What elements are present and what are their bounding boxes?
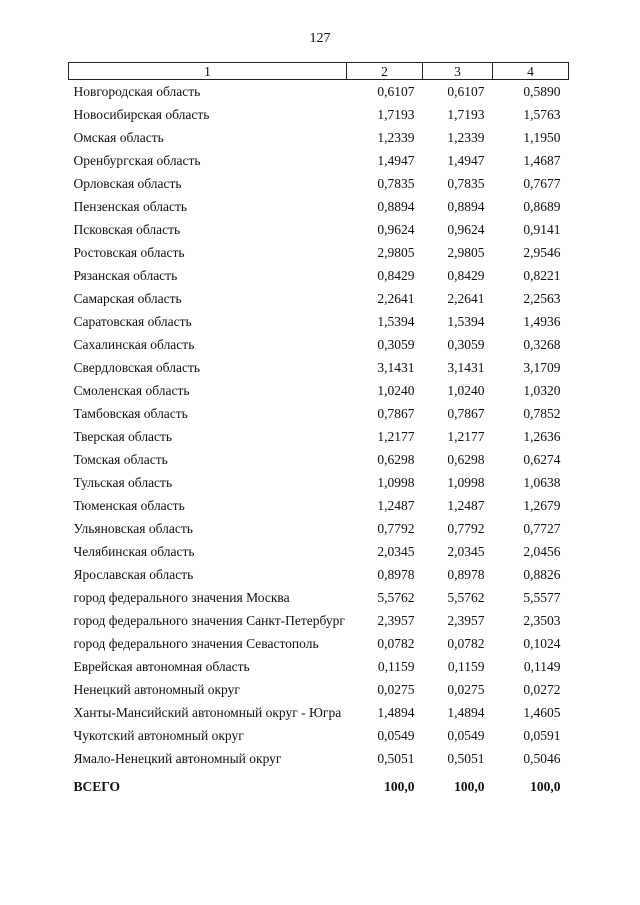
value-col3-cell: 0,1159 [447, 659, 485, 674]
value-col2-cell: 1,0240 [377, 383, 415, 398]
region-name-cell: город федерального значения Санкт-Петербург [73, 613, 345, 628]
region-name-cell: Самарская область [73, 291, 182, 306]
value-col3-cell: 0,7792 [447, 521, 485, 536]
table-row [69, 356, 569, 379]
value-col4-cell: 0,0272 [523, 682, 561, 697]
value-col3-cell: 0,8894 [447, 199, 485, 214]
value-col4-cell: 0,1149 [523, 659, 561, 674]
value-col3-cell: 0,6298 [447, 452, 485, 467]
table-row [69, 425, 569, 448]
total-col3-cell: 100,0 [454, 779, 485, 794]
value-col3-cell: 1,7193 [447, 107, 485, 122]
value-col2-cell: 0,6107 [377, 84, 415, 99]
region-name-cell: Тверская область [73, 429, 173, 444]
region-name-cell: Смоленская область [73, 383, 190, 398]
region-name-cell: Ханты-Мансийский автономный округ - Югра [73, 705, 342, 720]
value-col2-cell: 0,1159 [377, 659, 415, 674]
region-name-cell: Оренбургская область [73, 153, 201, 168]
table-row [69, 402, 569, 425]
value-col3-cell: 1,4894 [447, 705, 485, 720]
value-col2-cell: 0,8978 [377, 567, 415, 582]
value-col4-cell: 1,4605 [523, 705, 561, 720]
value-col3-cell: 1,0998 [447, 475, 485, 490]
value-col2-cell: 2,0345 [377, 544, 415, 559]
data-table [68, 62, 569, 798]
value-col4-cell: 1,2679 [523, 498, 561, 513]
value-col3-cell: 1,2177 [447, 429, 485, 444]
region-name-cell: Ненецкий автономный округ [73, 682, 240, 697]
table-row [69, 241, 569, 264]
table-row [69, 701, 569, 724]
table-row [69, 724, 569, 747]
value-col4-cell: 1,0320 [523, 383, 561, 398]
region-name-cell: Еврейская автономная область [73, 659, 250, 674]
column-header-1: 1 [69, 63, 347, 80]
value-col2-cell: 1,4894 [377, 705, 415, 720]
region-name-cell: город федерального значения Севастополь [73, 636, 319, 651]
region-name-cell: Омская область [73, 130, 164, 145]
table-row [69, 609, 569, 632]
value-col2-cell: 0,9624 [377, 222, 415, 237]
region-name-cell: город федерального значения Москва [73, 590, 290, 605]
value-col2-cell: 2,9805 [377, 245, 415, 260]
value-col4-cell: 0,8689 [523, 199, 561, 214]
region-name-cell: Новгородская область [73, 84, 201, 99]
value-col3-cell: 2,3957 [447, 613, 485, 628]
region-name-cell: Сахалинская область [73, 337, 195, 352]
total-col4-cell: 100,0 [530, 779, 561, 794]
region-name-cell: Ярославская область [73, 567, 194, 582]
table-row [69, 655, 569, 678]
value-col3-cell: 0,7835 [447, 176, 485, 191]
region-name-cell: Орловская область [73, 176, 182, 191]
value-col4-cell: 1,2636 [523, 429, 561, 444]
table-row [69, 172, 569, 195]
value-col4-cell: 0,7677 [523, 176, 561, 191]
value-col2-cell: 1,0998 [377, 475, 415, 490]
value-col3-cell: 3,1431 [447, 360, 485, 375]
region-name-cell: Томская область [73, 452, 168, 467]
value-col4-cell: 0,5046 [523, 751, 561, 766]
value-col3-cell: 0,8429 [447, 268, 485, 283]
table-header [69, 63, 569, 80]
value-col4-cell: 0,1024 [523, 636, 561, 651]
table-header-row [69, 63, 569, 80]
value-col3-cell: 0,0275 [447, 682, 485, 697]
value-col4-cell: 0,7852 [523, 406, 561, 421]
table-row [69, 310, 569, 333]
value-col4-cell: 1,5763 [523, 107, 561, 122]
value-col2-cell: 1,2487 [377, 498, 415, 513]
value-col2-cell: 0,0782 [377, 636, 415, 651]
region-name-cell: Челябинская область [73, 544, 195, 559]
region-name-cell: Чукотский автономный округ [73, 728, 244, 743]
total-col2-cell: 100,0 [384, 779, 415, 794]
table-row [69, 333, 569, 356]
table-row [69, 494, 569, 517]
value-col2-cell: 2,2641 [377, 291, 415, 306]
value-col4-cell: 2,9546 [523, 245, 561, 260]
value-col2-cell: 0,8429 [377, 268, 415, 283]
value-col3-cell: 1,2487 [447, 498, 485, 513]
value-col4-cell: 0,0591 [523, 728, 561, 743]
table-row [69, 195, 569, 218]
value-col2-cell: 0,8894 [377, 199, 415, 214]
table-row [69, 379, 569, 402]
value-col4-cell: 5,5577 [523, 590, 561, 605]
value-col3-cell: 2,9805 [447, 245, 485, 260]
value-col3-cell: 2,0345 [447, 544, 485, 559]
value-col4-cell: 0,8221 [523, 268, 561, 283]
value-col3-cell: 0,0782 [447, 636, 485, 651]
value-col4-cell: 0,9141 [523, 222, 561, 237]
value-col4-cell: 2,0456 [523, 544, 561, 559]
value-col4-cell: 0,3268 [523, 337, 561, 352]
region-name-cell: Тюменская область [73, 498, 185, 513]
value-col3-cell: 0,7867 [447, 406, 485, 421]
column-header-3: 3 [423, 63, 493, 80]
value-col3-cell: 0,5051 [447, 751, 485, 766]
value-col2-cell: 0,7792 [377, 521, 415, 536]
total-row [69, 770, 569, 798]
value-col2-cell: 1,4947 [377, 153, 415, 168]
region-name-cell: Ямало-Ненецкий автономный округ [73, 751, 282, 766]
region-name-cell: Ростовская область [73, 245, 185, 260]
table-row [69, 540, 569, 563]
value-col4-cell: 0,6274 [523, 452, 561, 467]
value-col4-cell: 1,1950 [523, 130, 561, 145]
region-name-cell: Псковская область [73, 222, 181, 237]
value-col3-cell: 5,5762 [447, 590, 485, 605]
table-row [69, 448, 569, 471]
value-col3-cell: 0,8978 [447, 567, 485, 582]
total-label-cell: ВСЕГО [73, 779, 121, 794]
region-name-cell: Ульяновская область [73, 521, 193, 536]
table-row [69, 747, 569, 770]
table-body [69, 80, 569, 799]
value-col4-cell: 1,4936 [523, 314, 561, 329]
value-col2-cell: 1,2339 [377, 130, 415, 145]
value-col4-cell: 2,2563 [523, 291, 561, 306]
value-col2-cell: 0,5051 [377, 751, 415, 766]
value-col4-cell: 0,8826 [523, 567, 561, 582]
table-row [69, 80, 569, 104]
value-col3-cell: 2,2641 [447, 291, 485, 306]
region-name-cell: Пензенская область [73, 199, 187, 214]
table-row [69, 103, 569, 126]
value-col4-cell: 0,5890 [523, 84, 561, 99]
value-col2-cell: 5,5762 [377, 590, 415, 605]
page-number: 127 [309, 31, 331, 46]
value-col4-cell: 3,1709 [523, 360, 561, 375]
value-col4-cell: 1,0638 [523, 475, 561, 490]
value-col4-cell: 2,3503 [523, 613, 561, 628]
region-name-cell: Рязанская область [73, 268, 178, 283]
table-row [69, 563, 569, 586]
table-row [69, 586, 569, 609]
value-col3-cell: 1,0240 [447, 383, 485, 398]
value-col2-cell: 1,7193 [377, 107, 415, 122]
value-col2-cell: 3,1431 [377, 360, 415, 375]
value-col2-cell: 2,3957 [377, 613, 415, 628]
value-col3-cell: 0,0549 [447, 728, 485, 743]
value-col2-cell: 0,7867 [377, 406, 415, 421]
region-name-cell: Саратовская область [73, 314, 192, 329]
value-col3-cell: 1,4947 [447, 153, 485, 168]
value-col3-cell: 0,9624 [447, 222, 485, 237]
region-name-cell: Новосибирская область [73, 107, 210, 122]
value-col2-cell: 0,0275 [377, 682, 415, 697]
table-row [69, 632, 569, 655]
value-col2-cell: 1,5394 [377, 314, 415, 329]
table-row [69, 517, 569, 540]
region-name-cell: Тамбовская область [73, 406, 188, 421]
value-col2-cell: 1,2177 [377, 429, 415, 444]
column-header-4: 4 [493, 63, 569, 80]
table-row [69, 149, 569, 172]
table-row [69, 126, 569, 149]
table-row [69, 678, 569, 701]
table-row [69, 287, 569, 310]
table-row [69, 471, 569, 494]
value-col3-cell: 0,6107 [447, 84, 485, 99]
table-row [69, 218, 569, 241]
value-col2-cell: 0,6298 [377, 452, 415, 467]
value-col4-cell: 1,4687 [523, 153, 561, 168]
value-col3-cell: 0,3059 [447, 337, 485, 352]
value-col4-cell: 0,7727 [523, 521, 561, 536]
value-col2-cell: 0,0549 [377, 728, 415, 743]
value-col2-cell: 0,3059 [377, 337, 415, 352]
value-col3-cell: 1,2339 [447, 130, 485, 145]
value-col3-cell: 1,5394 [447, 314, 485, 329]
region-name-cell: Тульская область [73, 475, 173, 490]
region-name-cell: Свердловская область [73, 360, 200, 375]
table-row [69, 264, 569, 287]
value-col2-cell: 0,7835 [377, 176, 415, 191]
column-header-2: 2 [347, 63, 423, 80]
